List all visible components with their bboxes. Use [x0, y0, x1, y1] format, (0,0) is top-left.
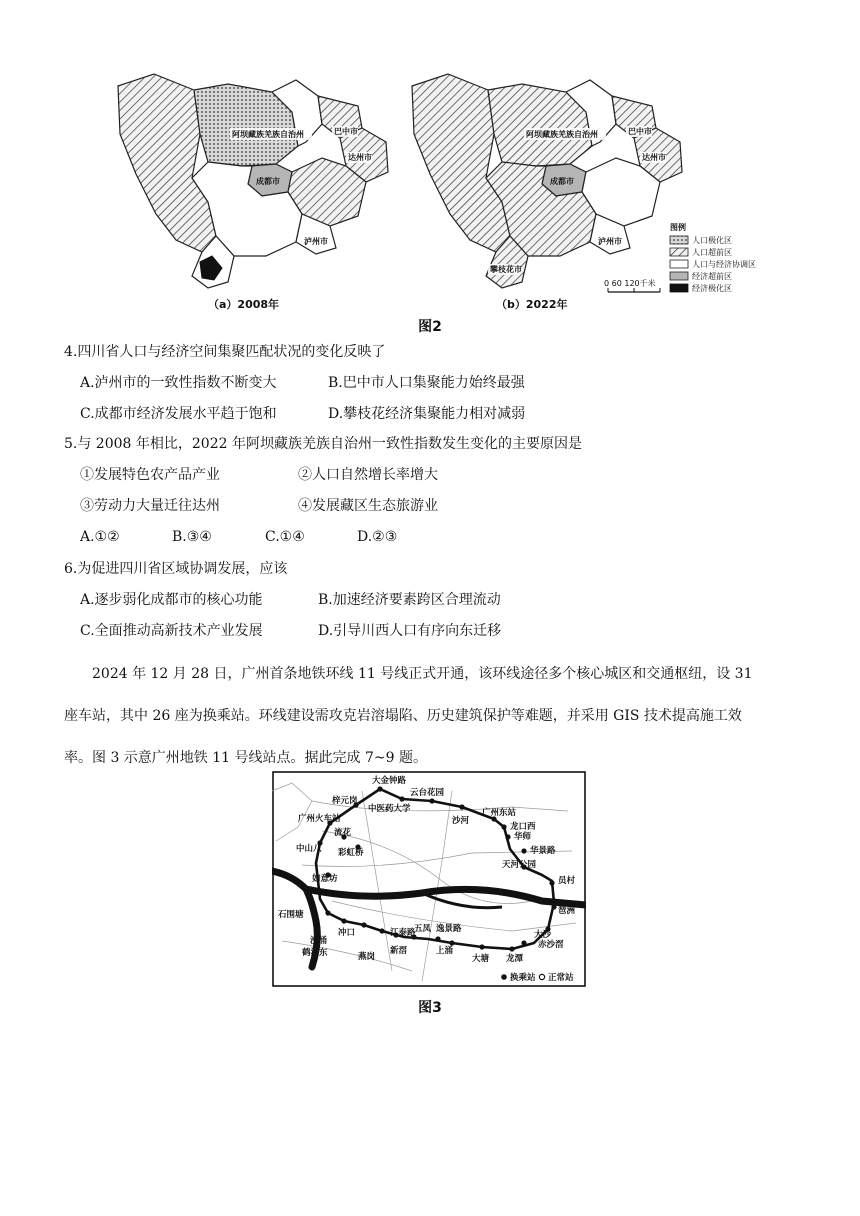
station-label: 华师	[514, 832, 532, 842]
station-label: 华景路	[530, 846, 556, 856]
legend-transfer: 换乘站	[510, 973, 536, 983]
q5-statement-2: ②人口自然增长率增大	[298, 467, 438, 483]
legend-item-econ-ahead: 经济超前区	[692, 272, 732, 281]
passage-line-3: 率。图 3 示意广州地铁 11 号线站点。据此完成 7~9 题。	[64, 750, 427, 766]
station-label: 鹤洞东	[302, 948, 328, 958]
map-a-label-chengdu: 成都市	[256, 177, 280, 186]
q4-option-d: D.攀枝花经济集聚能力相对减弱	[328, 406, 526, 422]
map-b-subcaption: （b）2022年	[496, 298, 568, 311]
q6-option-b: B.加速经济要素跨区合理流动	[318, 592, 501, 608]
map-b-label-dazhou: 达州市	[642, 153, 666, 162]
station-label: 琶洲	[558, 906, 576, 916]
scale-bar	[604, 278, 660, 292]
map-a-label-dazhou: 达州市	[348, 153, 372, 162]
q5-statement-3: ③劳动力大量迁往达州	[80, 498, 220, 514]
station-label: 江泰路	[390, 928, 416, 938]
q5-option-c: C.①④	[265, 529, 305, 545]
legend-item-pop-ahead: 人口超前区	[692, 248, 732, 257]
q4-option-c: C.成都市经济发展水平趋于饱和	[80, 406, 277, 422]
legend-title: 图例	[670, 223, 686, 232]
station-label: 广州火车站	[298, 814, 341, 824]
q5-statement-4: ④发展藏区生态旅游业	[298, 498, 438, 514]
q4-stem: 4.四川省人口与经济空间集聚匹配状况的变化反映了	[64, 344, 386, 360]
map-a-label-bazhong: 巴中市	[334, 127, 358, 136]
map-b-label-bazhong: 巴中市	[628, 127, 652, 136]
map-b-label-luzhou: 泸州市	[598, 237, 622, 246]
station-label: 石围塘	[278, 910, 304, 920]
station-label: 逸景路	[436, 924, 462, 934]
map-a-label-aba: 阿坝藏族羌族自治州	[232, 130, 304, 139]
q4-option-b: B.巴中市人口集聚能力始终最强	[328, 375, 525, 391]
station-label: 上涌	[436, 946, 454, 956]
station-label: 大沙	[534, 930, 552, 940]
map-2008	[118, 74, 388, 311]
station-label: 沙河	[452, 816, 470, 826]
map-b-label-panzhihua: 攀枝花市	[490, 265, 522, 274]
station-label: 流花	[334, 828, 352, 838]
map-b-label-chengdu: 成都市	[550, 177, 574, 186]
station-label: 中医药大学	[368, 804, 411, 814]
station-label: 广州东站	[482, 808, 517, 818]
station-label: 中山八	[296, 844, 322, 854]
q5-option-d: D.②③	[357, 529, 398, 545]
station-label: 燕岗	[358, 952, 376, 962]
transfer-station-icon	[501, 974, 507, 980]
q5-statement-1: ①发展特色农产品产业	[80, 467, 220, 483]
station-label: 冲口	[338, 928, 356, 938]
station-label: 龙口西	[510, 822, 536, 832]
legend-item-coordinated: 人口与经济协调区	[692, 260, 756, 269]
figure-2-caption: 图2	[418, 319, 442, 335]
station-label: 五凤	[414, 924, 432, 934]
passage-line-1: 2024 年 12 月 28 日，广州首条地铁环线 11 号线正式开通，该环线途径多个核心城区和交通枢纽，设 31	[92, 666, 753, 682]
station-label: 大塘	[472, 954, 490, 964]
q6-option-d: D.引导川西人口有序向东迁移	[318, 623, 502, 639]
figure-3-caption: 图3	[418, 1000, 442, 1016]
map-2022	[412, 74, 682, 311]
q5-option-a: A.①②	[80, 529, 120, 545]
legend-normal: 正常站	[548, 973, 574, 983]
passage-line-2: 座车站，其中 26 座为换乘站。环线建设需攻克岩溶塌陷、历史建筑保护等难题，并采用 GIS 技术提高施工效	[64, 708, 742, 724]
q6-stem: 6.为促进四川省区域协调发展，应该	[64, 561, 288, 577]
station-label: 员村	[558, 876, 576, 886]
q5-stem: 5.与 2008 年相比，2022 年阿坝藏族羌族自治州一致性指数发生变化的主要原因是	[64, 436, 582, 452]
station-label: 新滘	[390, 946, 408, 956]
station-label: 赤沙滘	[538, 940, 564, 950]
map-legend	[670, 222, 756, 293]
map-b-label-aba: 阿坝藏族羌族自治州	[526, 130, 598, 139]
map-a-label-luzhou: 泸州市	[304, 237, 328, 246]
station-label: 大金钟路	[372, 776, 407, 786]
map-a-subcaption: （a）2008年	[208, 298, 280, 311]
station-label: 天河公园	[502, 860, 537, 870]
figure-3-metro-map	[272, 771, 586, 987]
station-label: 龙潭	[506, 954, 524, 964]
q6-option-c: C.全面推动高新技术产业发展	[80, 623, 263, 639]
q5-option-b: B.③④	[172, 529, 212, 545]
station-label: 沙涌	[310, 936, 328, 946]
q4-option-a: A.泸州市的一致性指数不断变大	[80, 375, 277, 391]
station-label: 彩虹桥	[338, 848, 364, 858]
legend-item-pop-polar: 人口极化区	[692, 236, 732, 245]
q6-option-a: A.逐步弱化成都市的核心功能	[80, 592, 263, 608]
scale-label: 0 60 120千米	[604, 279, 656, 288]
normal-station-icon	[539, 974, 544, 979]
station-label: 梓元岗	[332, 796, 358, 806]
station-label: 如意坊	[312, 874, 338, 884]
station-label: 云台花园	[410, 788, 445, 798]
figure-2-maps	[96, 66, 776, 316]
legend-item-econ-polar: 经济极化区	[692, 284, 732, 293]
